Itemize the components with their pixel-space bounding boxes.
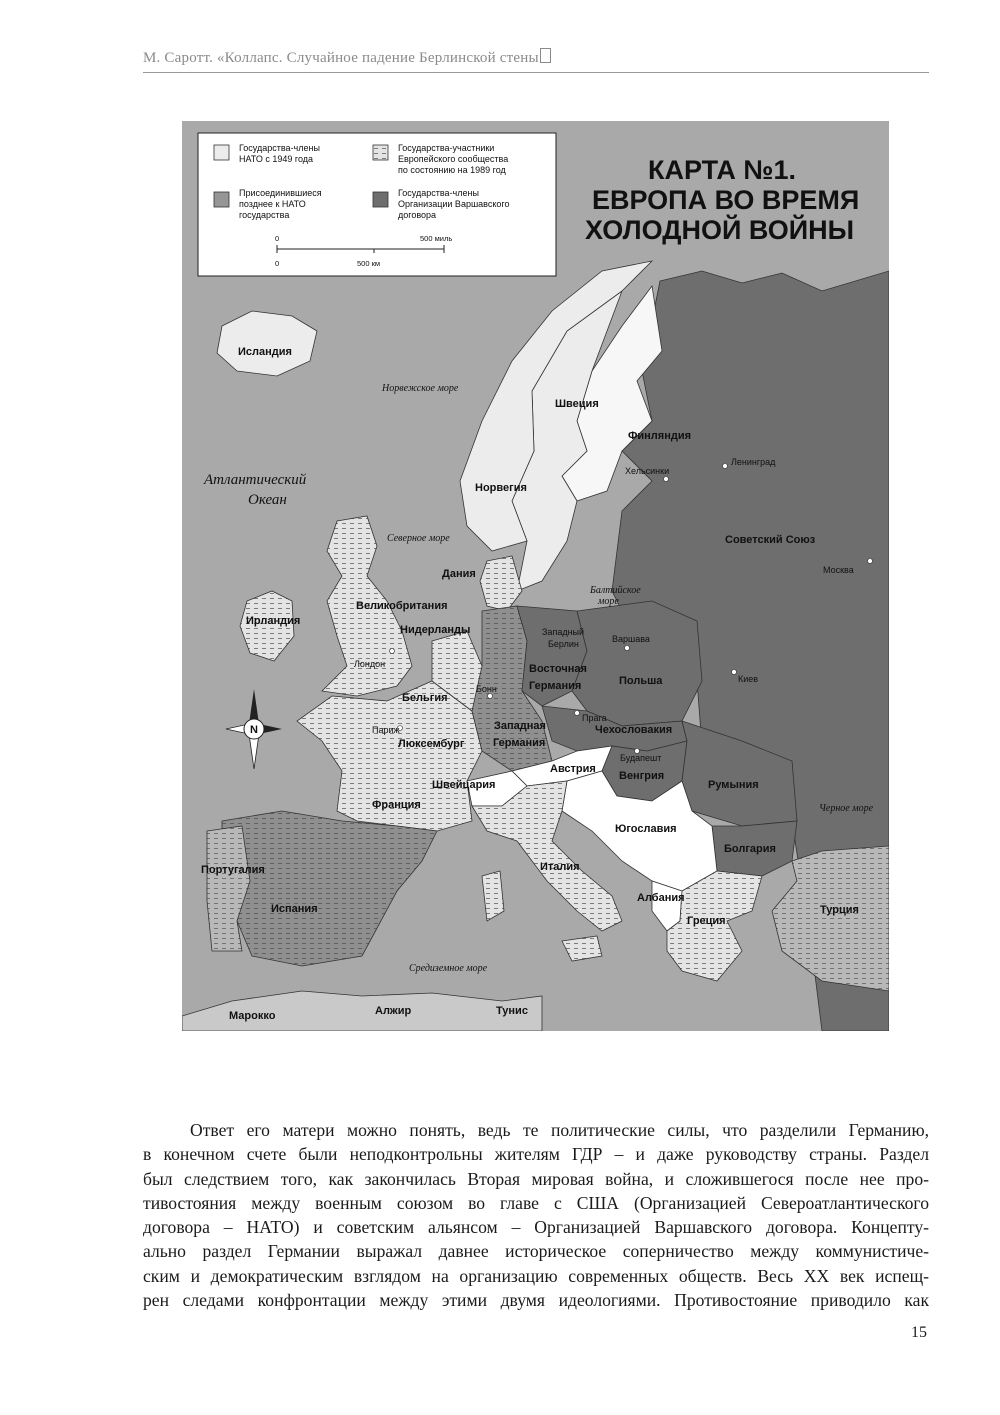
legend-ec-1: Государства-участники [398, 143, 495, 153]
compass-n: N [250, 724, 258, 736]
label-romania: Румыния [708, 779, 759, 791]
label-west-berlin-2: Берлин [548, 639, 579, 649]
city-prague: Прага [582, 713, 607, 723]
legend-ec-2: Европейского сообщества [398, 154, 509, 164]
sea-baltic-2: море [598, 596, 619, 607]
label-italy: Италия [540, 861, 580, 873]
label-austria: Австрия [550, 763, 596, 775]
label-east-germany-1: Восточная [529, 663, 587, 675]
label-uk: Великобритания [356, 600, 448, 612]
page-number: 15 [911, 1324, 927, 1341]
label-ussr: Советский Союз [725, 534, 816, 546]
label-bulgaria: Болгария [724, 843, 776, 855]
label-poland: Польша [619, 675, 663, 687]
city-helsinki: Хельсинки [625, 466, 670, 476]
label-france: Франция [372, 799, 421, 811]
label-yugoslavia: Югославия [615, 823, 677, 835]
label-netherlands: Нидерланды [400, 624, 471, 636]
label-portugal: Португалия [201, 864, 265, 876]
running-header: М. Саротт. «Коллапс. Случайное падение Берлинской стены [143, 48, 551, 67]
poland-region [572, 601, 702, 726]
map-title-line2: ЕВРОПА ВО ВРЕМЯ [592, 185, 860, 215]
city-warsaw: Варшава [612, 634, 650, 644]
label-turkey: Турция [820, 904, 859, 916]
label-denmark: Дания [442, 568, 476, 580]
body-line: ским и демократическим взглядом на организацию современных обществ. Весь XX век испещ- [143, 1265, 929, 1286]
legend-nato-later-3: государства [239, 210, 290, 220]
city-kiev: Киев [738, 674, 759, 684]
label-norway: Норвегия [475, 482, 527, 494]
legend-nato-later-1: Присоединившиеся [239, 188, 322, 198]
label-spain: Испания [271, 903, 318, 915]
map-title-line1: КАРТА №1. [648, 155, 797, 185]
label-east-germany-2: Германия [529, 680, 582, 692]
label-west-berlin-1: Западный [542, 627, 585, 637]
city-london: Лондон [354, 659, 386, 669]
legend-warsaw-3: договора [398, 210, 437, 220]
legend-warsaw-1: Государства-члены [398, 188, 479, 198]
scale-km-500: 500 км [357, 259, 381, 268]
label-hungary: Венгрия [619, 770, 665, 782]
sea-baltic-1: Балтийское [590, 585, 641, 596]
city-bonn: Бонн [476, 684, 497, 694]
legend-warsaw-2: Организации Варшавского [398, 199, 510, 209]
label-algeria: Алжир [375, 1005, 412, 1017]
city-budapest: Будапешт [620, 753, 662, 763]
sea-atlantic-1: Атлантический [204, 472, 307, 488]
label-west-germany-2: Германия [493, 737, 546, 749]
legend-nato1949-2: НАТО с 1949 года [239, 154, 314, 164]
scale-miles-500: 500 миль [420, 234, 453, 243]
body-line: рен следами конфронтации между этими двумя идеологиями. Противостояние приводило как [143, 1290, 929, 1311]
scale-km-0: 0 [275, 259, 280, 268]
legend-nato1949-1: Государства-члены [239, 143, 320, 153]
city-paris: Париж [372, 725, 400, 735]
city-leningrad: Ленинград [731, 457, 776, 467]
label-greece: Греция [687, 915, 726, 927]
label-belgium: Бельгия [402, 692, 448, 704]
body-line: в конечном счете были неподконтрольны жителям ГДР – и даже руководству страны. Раздел [143, 1144, 929, 1165]
legend-nato-later-2: позднее к НАТО [239, 199, 306, 209]
label-iceland: Исландия [238, 346, 292, 358]
body-line: Ответ его матери можно понять, ведь те политические силы, что разделили Германию, [190, 1120, 929, 1140]
scale-miles-0: 0 [275, 234, 280, 243]
label-west-germany-1: Западная [494, 720, 546, 732]
body-line: договора – НАТО) и советским альянсом – Организацией Варшавского договора. Концепту- [143, 1217, 929, 1238]
label-switzerland: Швейцария [432, 779, 496, 791]
body-paragraph [143, 1118, 929, 1312]
body-line: был следствием того, как закончилась Вторая мировая война, и сложившегося после нее про- [143, 1168, 929, 1189]
header-rule [143, 72, 929, 73]
body-line: ально раздел Германии выражал давнее историческое соперничество между коммунистиче- [143, 1241, 929, 1262]
label-ireland: Ирландия [246, 615, 301, 627]
sea-norwegian: Норвежское море [382, 383, 459, 394]
missing-glyph-box [540, 48, 551, 63]
sea-north: Северное море [387, 533, 450, 544]
label-tunisia: Тунис [496, 1005, 528, 1017]
body-line: тивостояния между военным союзом во главе с США (Организацией Североатлантического [143, 1192, 929, 1213]
legend-ec-3: по состоянию на 1989 год [398, 165, 506, 175]
label-czechoslovakia: Чехословакия [595, 724, 673, 736]
label-luxembourg: Люксембург [398, 738, 465, 750]
label-finland: Финляндия [628, 430, 692, 442]
sea-mediterranean: Средиземное море [409, 963, 488, 974]
label-sweden: Швеция [555, 398, 599, 410]
map-title-line3: ХОЛОДНОЙ ВОЙНЫ [585, 215, 855, 245]
label-morocco: Марокко [229, 1010, 276, 1022]
sea-atlantic-2: Океан [248, 492, 287, 508]
label-albania: Албания [637, 892, 685, 904]
sea-black: Черное море [819, 803, 874, 814]
city-moscow: Москва [823, 565, 854, 575]
legend [198, 133, 556, 276]
europe-cold-war-map [182, 121, 889, 1031]
